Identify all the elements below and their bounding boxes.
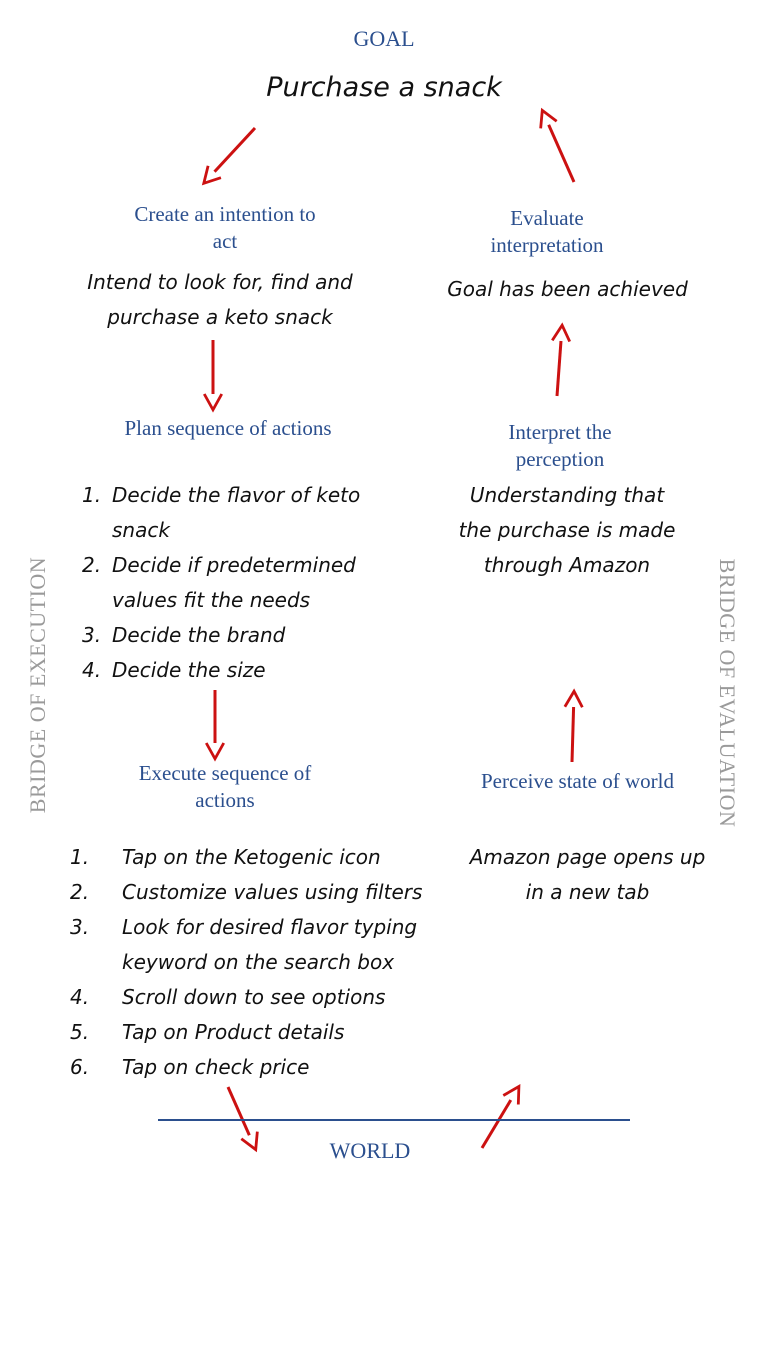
evaluate-heading: Evaluate interpretation xyxy=(490,206,604,257)
arrow-perceive-to-interpret xyxy=(572,693,574,762)
list-item xyxy=(70,1050,440,1085)
step-number: 1. xyxy=(82,483,102,507)
execute-heading: Execute sequence of actions xyxy=(138,761,312,812)
step-number: 5. xyxy=(70,1020,90,1044)
step-number: 6. xyxy=(70,1055,90,1079)
step-text: Decide the flavor of keto snack xyxy=(112,483,361,542)
step-number: 4. xyxy=(70,985,90,1009)
intention-heading: Create an intention to act xyxy=(134,202,316,253)
step-number: 3. xyxy=(70,915,90,939)
list-item xyxy=(70,875,440,910)
step-number: 1. xyxy=(70,845,90,869)
list-item xyxy=(82,653,362,688)
list-item xyxy=(70,1015,440,1050)
bridge-of-execution-label: BRIDGE OF EXECUTION xyxy=(25,556,50,814)
list-item xyxy=(70,840,440,875)
bridge-of-evaluation-label: BRIDGE OF EVALUATION xyxy=(715,558,740,828)
goal-text: Purchase a snack xyxy=(266,72,502,103)
evaluate-text: Goal has been achieved xyxy=(447,277,688,301)
step-number: 2. xyxy=(70,880,90,904)
perceive-heading: Perceive state of world xyxy=(480,769,674,793)
goal-label: GOAL xyxy=(353,26,415,51)
plan-steps-list xyxy=(82,478,362,688)
list-item xyxy=(70,910,440,980)
plan-heading: Plan sequence of actions xyxy=(124,416,332,440)
list-item xyxy=(82,478,362,548)
arrow-world-to-perceive xyxy=(482,1088,518,1148)
step-number: 4. xyxy=(82,658,102,682)
perceive-text: Amazon page opens up in a new tab xyxy=(469,845,706,904)
arrow-execute-to-world xyxy=(228,1087,255,1148)
step-text: Tap on check price xyxy=(122,1055,310,1079)
list-item xyxy=(82,618,362,653)
step-number: 2. xyxy=(82,553,102,577)
step-text: Tap on Product details xyxy=(122,1020,345,1044)
arrow-interpret-to-evaluate xyxy=(557,327,562,396)
interpret-text: Understanding that the purchase is made through Amazon xyxy=(458,483,676,577)
execute-steps-list xyxy=(70,840,440,1085)
list-item xyxy=(70,980,440,1015)
step-text: Look for desired flavor typing keyword on the search box xyxy=(122,915,418,974)
step-text: Scroll down to see options xyxy=(122,985,386,1009)
step-text: Decide the size xyxy=(112,658,266,682)
list-item xyxy=(82,548,362,618)
arrow-evaluate-to-goal xyxy=(543,112,574,182)
intention-text: Intend to look for, find and purchase a keto snack xyxy=(87,270,353,329)
interpret-heading: Interpret the perception xyxy=(508,420,612,471)
step-text: Decide if predetermined values fit the needs xyxy=(112,553,356,612)
arrow-goal-to-intention xyxy=(205,128,255,182)
step-number: 3. xyxy=(82,623,102,647)
step-text: Customize values using filters xyxy=(122,880,423,904)
world-label: WORLD xyxy=(329,1138,411,1163)
step-text: Tap on the Ketogenic icon xyxy=(122,845,381,869)
step-text: Decide the brand xyxy=(112,623,286,647)
